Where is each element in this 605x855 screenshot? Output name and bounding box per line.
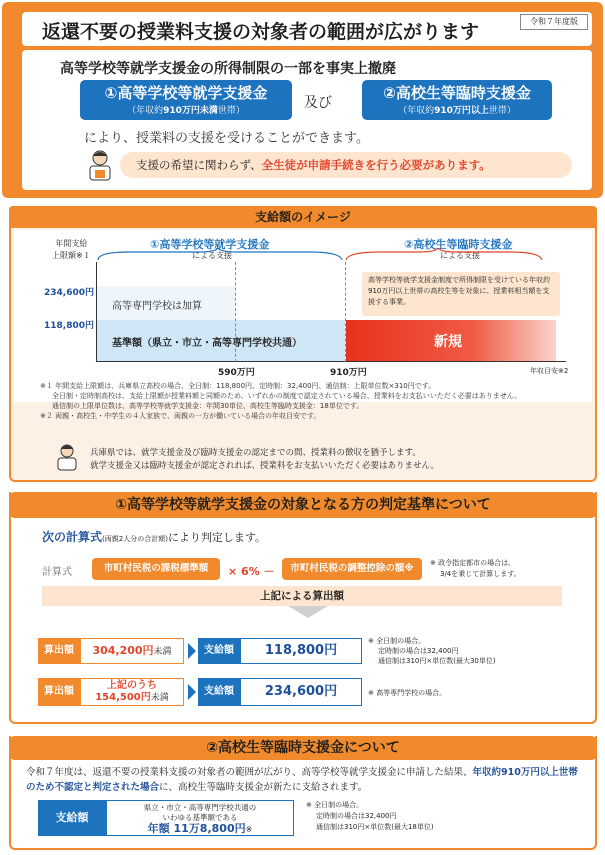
image-header: 支給額のイメージ: [9, 206, 597, 228]
row2-value-box: 上記のうち 154,500円未満: [80, 678, 184, 706]
result-header: 上記による算出額: [42, 586, 562, 606]
col1-sub: による支援: [192, 251, 232, 260]
y-tick-118800: 118,800円: [44, 321, 94, 331]
hero-subtitle: 高等学校等就学支援金の所得制限の一部を事実上撤廃: [60, 61, 396, 77]
support-box-1-title: ①高等学校等就学支援金: [104, 84, 268, 102]
brace-svg: [90, 248, 550, 262]
formula-term-1: 市町村民税の課税標準額: [92, 558, 220, 580]
result-arrow: [288, 606, 328, 618]
temp-pay-label: 支給額: [38, 800, 106, 836]
formula-operator: × 6% －: [228, 565, 275, 578]
row1-pay-value: 118,800円: [240, 638, 362, 664]
image-notes: ※１ 年間支給上限額は、兵庫県立高校の場合、全日制：118,800円、定時制：32,400円、通信制：上限単位数×310円です。 全日制・定時制高校は、支給上限額が授業料額と同額のため、いずれかの制度で認定されている場合、授業料をお支払いいただく必要はありません。 通信制の上限単位数は、高等学校等就学支援金：年間30単位、高校生等臨時支援金：18単位です。 ※２ 両親・高校生・中学生の４人家族で、両親の一方が働いている場合の年収目安です。: [40, 382, 522, 420]
x-tick-910: 910万円: [330, 368, 367, 378]
support-box-2-title: ②高校生等臨時支援金: [383, 84, 531, 102]
support-box-1-sub: （年収約910万円未満世帯）: [127, 106, 245, 116]
x-axis: [96, 361, 566, 362]
row1-note: ※ 全日制の場合。 定時制の場合は32,400円 通信制は310円×単位数(最大30単位): [368, 637, 496, 665]
person-icon: [86, 148, 114, 182]
x-tick-590: 590万円: [218, 368, 255, 378]
hero-title: 返還不要の授業料支援の対象者の範囲が広がります: [42, 21, 480, 43]
col2-desc-box: 高等学校等就学支援金制度で所得制限を受けている年収約910万円以上世帯の高校生等を対象に、授業料相当額を支援する事業。: [362, 272, 560, 316]
row2-pay-value: 234,600円: [240, 678, 362, 706]
band-kosen-label: 高等専門学校は加算: [112, 301, 202, 312]
temp-body: 令和７年度は、返還不要の授業料支援の対象者の範囲が広がり、高等学校等就学支援金に申請した結果、年収約910万円以上世帯のため不認定と判定された場合に、高校生等臨時支援金が新たに支給されます。: [26, 767, 578, 793]
row2-pay-label: 支給額: [198, 678, 240, 706]
support-box-1: [80, 80, 292, 120]
criteria-header: ①高等学校等就学支援金の対象となる方の判定基準について: [9, 492, 597, 518]
row2-label: 算出額: [38, 678, 80, 706]
formula-term-2: 市町村民税の調整控除の額※: [282, 558, 422, 580]
dash-line-590: [235, 262, 236, 362]
col1-title: ①高等学校等就学支援金: [150, 238, 270, 251]
y-tick-234600: 234,600円: [44, 288, 94, 298]
col2-sub: による支援: [440, 251, 480, 260]
band-new-label: 新規: [434, 334, 462, 350]
row1-label: 算出額: [38, 638, 80, 664]
row2-arrow: [188, 684, 196, 700]
brace-2: [346, 248, 542, 260]
x-axis-label: 年収目安※2: [530, 367, 569, 375]
brace-1: [98, 248, 342, 260]
formula-note: ※ 政令指定都市の場合は、 3/4を乗じて計算します。: [430, 559, 521, 578]
hyogo-notice: 兵庫県では、就学支援金及び臨時支援金の認定までの間、授業料の徴収を猶予します。 就学支援金又は臨時支援金が認定されれば、授業料をお支払いいただく必要はありません。: [90, 448, 440, 471]
and-label: 及び: [304, 95, 332, 111]
year-badge: 令和７年度版: [520, 14, 588, 30]
support-box-2-sub: （年収約910万円以上世帯）: [398, 106, 516, 116]
support-box-2: [362, 80, 552, 120]
temp-header: ②高校生等臨時支援金について: [9, 736, 597, 760]
row1-arrow: [188, 643, 196, 659]
hero-desc: により、授業料の支援を受けることができます。: [84, 131, 369, 146]
criteria-intro: 次の計算式(両親2人分の合計額)により判定します。: [42, 530, 267, 544]
row2-note: ※ 高等専門学校の場合。: [368, 689, 447, 697]
temp-pay-box: 県立・市立・高等専門学校共通の いわゆる基準額である 年額 11万8,800円※: [106, 800, 294, 836]
col2-title: ②高校生等臨時支援金: [404, 238, 513, 251]
temp-note: ※ 全日制の場合。 定時制の場合は32,400円 通信制は310円×単位数(最大18単位): [306, 801, 434, 831]
formula-label: 計算式: [42, 567, 72, 578]
row1-pay-label: 支給額: [198, 638, 240, 664]
hyogo-icon: [54, 442, 80, 472]
hero-note: 支援の希望に関わらず、全生徒が申請手続きを行う必要があります。: [120, 152, 572, 178]
dash-line-910: [345, 262, 346, 362]
y-axis-label: 年間支給 上限額※１: [52, 239, 91, 260]
row1-value-box: 304,200円未満: [80, 638, 184, 664]
band-base-label: 基準額（県立・市立・高等専門学校共通）: [112, 338, 302, 349]
